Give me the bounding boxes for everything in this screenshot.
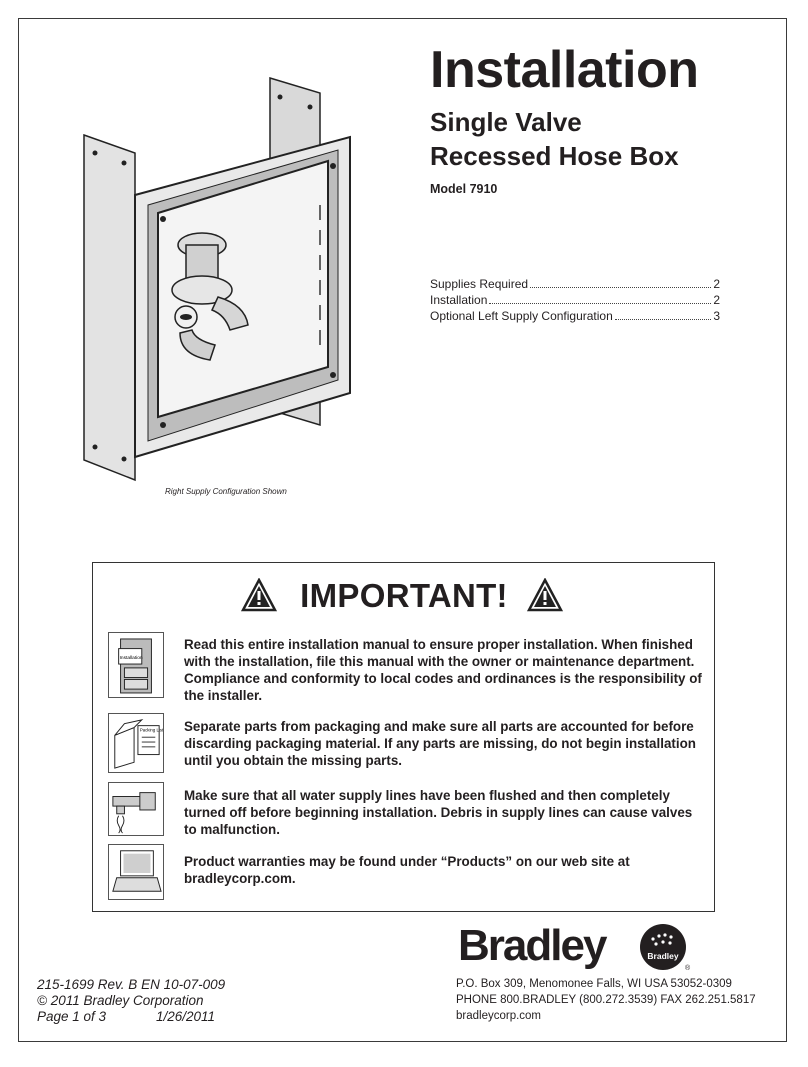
packing-list-label: Packing List: [139, 727, 164, 733]
important-note-read-manual: Read this entire installation manual to ensure proper installation. When finished with the installation, file this manual with the owner or maintenance department. Compliance and conformity to local codes and ordinances is the responsibility of the installer.: [184, 637, 702, 703]
toc-entry-page: 2: [713, 277, 720, 291]
address: P.O. Box 309, Menomonee Falls, WI USA 53052-0309: [456, 978, 732, 990]
important-note-parts-check: Separate parts from packaging and make sure all parts are accounted for before discarding packaging material. If any parts are missing, do not begin installation until you obtain the missing parts.: [184, 719, 696, 768]
toc-leader: [530, 287, 711, 288]
important-note-flush-lines: Make sure that all water supply lines have been flushed and then completely turned off before beginning installation. Debris in supply lines can cause valves to malfunction.: [184, 788, 693, 837]
copyright: © 2011 Bradley Corporation: [37, 993, 204, 1008]
phone-fax: PHONE 800.BRADLEY (800.272.3539) FAX 262.251.5817: [456, 994, 756, 1006]
bradley-logo: Bradley: [458, 921, 606, 970]
packing-list-box-icon: [108, 713, 164, 773]
bradley-badge-icon: [637, 923, 691, 973]
warning-triangle-icon: [527, 578, 563, 612]
model-number: Model 7910: [430, 182, 498, 196]
table-of-contents: [430, 276, 720, 324]
website-link[interactable]: bradleycorp.com: [456, 1010, 542, 1022]
toc-entry[interactable]: [430, 308, 720, 324]
toc-leader: [489, 303, 711, 304]
page-title: Installation: [430, 41, 699, 99]
toc-entry[interactable]: [430, 292, 720, 308]
toc-entry-label: Optional Left Supply Configuration: [430, 309, 613, 323]
important-heading: IMPORTANT!: [300, 577, 508, 614]
toc-entry-page: 3: [713, 309, 720, 323]
recessed-hose-box-illustration: [80, 75, 360, 485]
file-cabinet-label: Installation: [119, 656, 143, 662]
file-cabinet-icon: [108, 632, 164, 698]
badge-brand-text: Bradley: [647, 951, 679, 961]
faucet-flush-icon: [108, 782, 164, 836]
doc-date: 1/26/2011: [156, 1009, 216, 1024]
toc-entry-label: Supplies Required: [430, 277, 529, 291]
doc-number: 215-1699 Rev. B EN 10-07-009: [37, 977, 226, 992]
important-note-warranties: Product warranties may be found under “Products” on our web site at bradleycorp.com.: [184, 854, 630, 886]
toc-entry[interactable]: [430, 276, 720, 292]
page-number: Page 1 of 3: [37, 1009, 107, 1024]
toc-leader: [615, 319, 712, 320]
toc-entry-label: Installation: [430, 293, 488, 307]
registered-mark: ®: [685, 965, 691, 972]
toc-entry-page: 2: [713, 293, 720, 307]
subtitle-line-1: Single Valve: [430, 107, 582, 137]
laptop-website-icon: [108, 844, 164, 900]
figure-caption: Right Supply Configuration Shown: [165, 487, 287, 496]
subtitle-line-2: Recessed Hose Box: [430, 141, 679, 171]
